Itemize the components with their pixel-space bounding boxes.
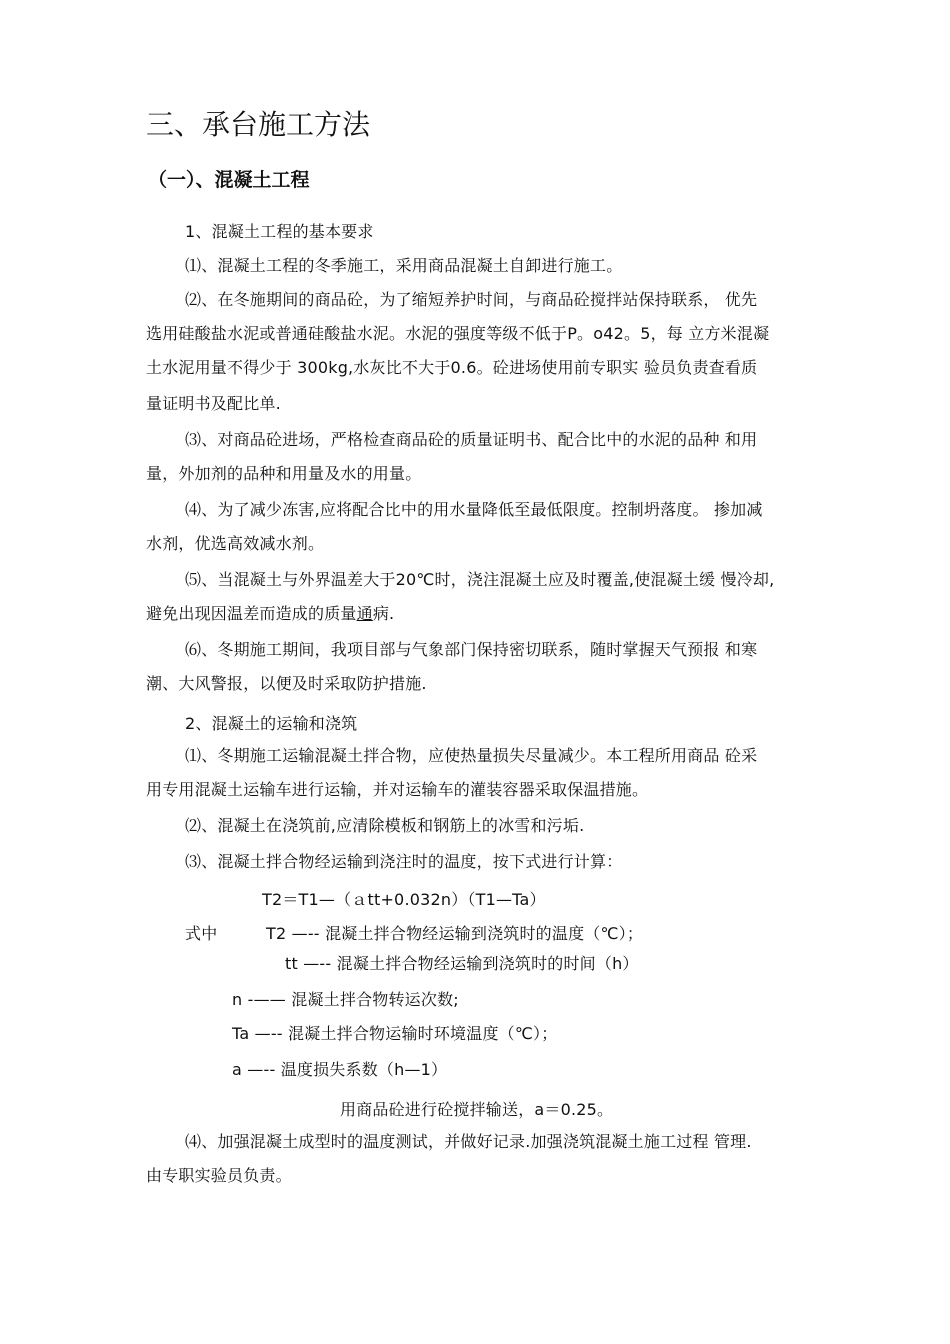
paragraph-1-1: ⑴、混凝土工程的冬季施工，采用商品混凝土自卸进行施工。 [185, 256, 623, 275]
paragraph-1-5-text-a: 避免出现因温差而造成的质量 [146, 604, 357, 623]
paragraph-1-4-line-2: 水剂，优选高效减水剂。 [146, 534, 325, 553]
paragraph-1-2-line-4: 量证明书及配比单. [146, 394, 281, 413]
variable-t2-definition: T2 —-- 混凝土拌合物经运输到浇筑时的温度（℃）； [266, 924, 644, 943]
variable-n-definition: n -—— 混凝土拌合物转运次数; [232, 990, 459, 1009]
coefficient-note: 用商品砼进行砼搅拌输送，a＝0.25。 [340, 1100, 614, 1119]
variable-tt-definition: tt —-- 混凝土拌合物经运输到浇筑时的时间（h） [285, 954, 639, 973]
paragraph-2-2: ⑵、混凝土在浇筑前,应清除模板和钢筋上的冰雪和污垢. [185, 816, 585, 835]
paragraph-2-4-line-1: ⑷、加强混凝土成型时的温度测试，并做好记录.加强浇筑混凝土施工过程 管理. [185, 1132, 752, 1151]
paragraph-1-6-line-1: ⑹、冬期施工期间，我项目部与气象部门保持密切联系，随时掌握天气预报 和寒 [185, 640, 758, 659]
where-label: 式中 [185, 924, 218, 943]
paragraph-2-3: ⑶、混凝土拌合物经运输到浇注时的温度，按下式进行计算： [185, 852, 623, 871]
paragraph-1-2-line-1: ⑵、在冬施期间的商品砼，为了缩短养护时间，与商品砼搅拌站保持联系， 优先 [185, 290, 758, 309]
paragraph-1-6-line-2: 潮、大风警报，以便及时采取防护措施. [146, 674, 427, 693]
subsection-heading-2: 2、混凝土的运输和浇筑 [185, 714, 358, 733]
temperature-formula: T2＝T1—（ａtt+0.032n）（T1—Ta） [262, 890, 546, 909]
paragraph-1-2-line-3: 土水泥用量不得少于 300kg,水灰比不大于0.6。砼进场使用前专职实 验员负责查看质 [146, 358, 758, 377]
paragraph-1-5-line-2 [146, 604, 394, 624]
subsection-heading-1: 1、混凝土工程的基本要求 [185, 222, 374, 241]
variable-a-definition: a —-- 温度损失系数（h—1） [232, 1060, 448, 1079]
paragraph-1-4-line-1: ⑷、为了减少冻害,应将配合比中的用水量降低至最低限度。控制坍落度。 掺加减 [185, 500, 763, 519]
paragraph-1-3-line-1: ⑶、对商品砼进场，严格检查商品砼的质量证明书、配合比中的水泥的品种 和用 [185, 430, 758, 449]
section-heading: （一）、混凝土工程 [148, 169, 310, 191]
paragraph-2-1-line-1: ⑴、冬期施工运输混凝土拌合物，应使热量损失尽量减少。本工程所用商品 砼采 [185, 746, 758, 765]
paragraph-1-3-line-2: 量，外加剂的品种和用量及水的用量。 [146, 464, 422, 483]
paragraph-1-5-underlined-char: 通 [356, 604, 373, 623]
paragraph-1-2-line-2: 选用硅酸盐水泥或普通硅酸盐水泥。水泥的强度等级不低于P。o42。5，每 立方米混凝 [146, 324, 770, 343]
document-title: 三、承台施工方法 [146, 108, 371, 141]
paragraph-1-5-text-b: 病. [372, 604, 395, 623]
paragraph-2-1-line-2: 用专用混凝土运输车进行运输，并对运输车的灌装容器采取保温措施。 [146, 780, 649, 799]
paragraph-2-4-line-2: 由专职实验员负责。 [146, 1166, 292, 1185]
paragraph-1-5-line-1: ⑸、当混凝土与外界温差大于20℃时，浇注混凝土应及时覆盖,使混凝土缓 慢冷却, [185, 570, 775, 589]
variable-ta-definition: Ta —-- 混凝土拌合物运输时环境温度（℃）； [232, 1024, 558, 1043]
